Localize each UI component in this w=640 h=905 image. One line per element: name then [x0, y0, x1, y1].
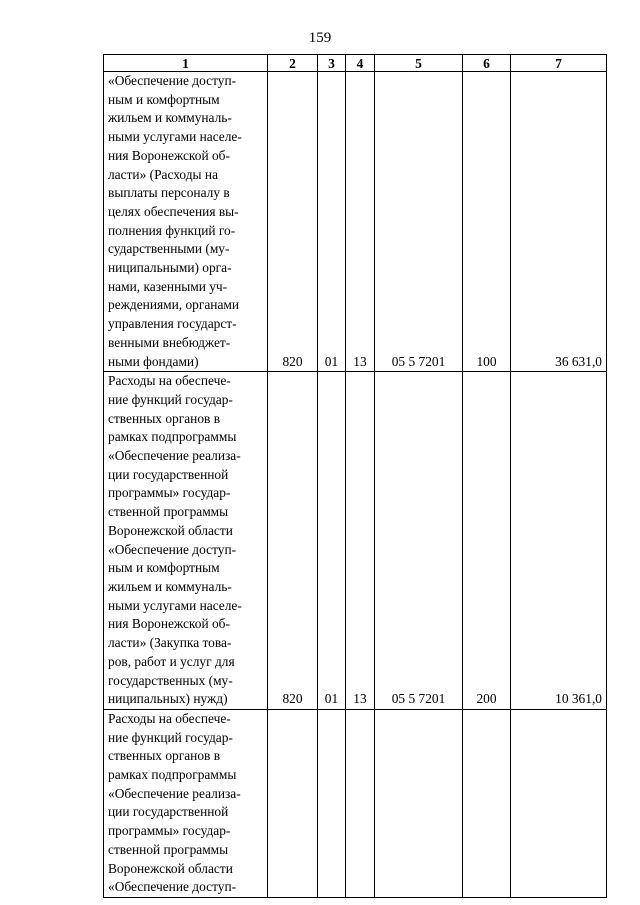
- name-line: целях обеспечения вы-: [108, 203, 239, 219]
- name-line: Расходы на обеспече-: [108, 710, 231, 726]
- expense-type-cell: 100: [463, 72, 511, 372]
- column-header-4: 4: [346, 55, 375, 72]
- name-line: ниципальных) нужд): [108, 691, 228, 707]
- name-line: ниципальными) орга-: [108, 260, 232, 276]
- name-line: программы» государ-: [108, 485, 231, 501]
- name-line: ным и комфортным: [108, 560, 220, 576]
- name-line: нами, казенными уч-: [108, 278, 228, 294]
- name-line: ными услугами населе-: [108, 129, 242, 145]
- table-row: [104, 372, 607, 710]
- name-line: ственной программы: [108, 504, 229, 520]
- amount-cell: [511, 709, 607, 897]
- name-line: ния Воронежской об-: [108, 147, 230, 163]
- section-code-cell: 01: [318, 372, 346, 710]
- name-line: реждениями, органами: [108, 297, 240, 313]
- name-line: ния Воронежской об-: [108, 616, 230, 632]
- row-name-cell: [104, 372, 268, 710]
- row-name-cell: [104, 72, 268, 372]
- name-line: сударственными (му-: [108, 241, 230, 257]
- ministry-code-cell: [268, 709, 318, 897]
- target-article-cell: [375, 709, 463, 897]
- name-line: полнения функций го-: [108, 222, 236, 238]
- name-line: выплаты персоналу в: [108, 185, 230, 201]
- name-line: «Обеспечение реализа-: [108, 448, 241, 464]
- name-line: ственных органов в: [108, 748, 221, 764]
- name-line: Воронежской области: [108, 522, 233, 538]
- subsection-code-cell: [346, 709, 375, 897]
- name-line: ции государственной: [108, 466, 229, 482]
- name-line: ными фондами): [108, 353, 199, 369]
- section-code-cell: [318, 709, 346, 897]
- name-line: рамках подпрограммы: [108, 767, 237, 783]
- section-code-cell: 01: [318, 72, 346, 372]
- name-line: ственных органов в: [108, 410, 221, 426]
- name-line: Расходы на обеспече-: [108, 373, 231, 389]
- page-number: 159: [308, 30, 332, 46]
- name-line: венными внебюджет-: [108, 334, 231, 350]
- row-name-cell: [104, 709, 268, 897]
- name-line: ласти» (Закупка това-: [108, 635, 232, 651]
- budget-table: [103, 54, 607, 898]
- table-row: [104, 72, 607, 372]
- name-line: ров, работ и услуг для: [108, 653, 235, 669]
- name-line: ственной программы: [108, 841, 229, 857]
- name-line: жильем и коммуналь-: [108, 578, 232, 594]
- name-line: «Обеспечение доступ-: [108, 541, 237, 557]
- name-line: ным и комфортным: [108, 91, 220, 107]
- name-line: «Обеспечение доступ-: [108, 879, 237, 895]
- amount-cell: 10 361,0: [511, 372, 607, 710]
- target-article-cell: 05 5 7201: [375, 72, 463, 372]
- name-line: управления государст-: [108, 316, 237, 332]
- column-header-3: 3: [318, 55, 346, 72]
- expense-type-cell: [463, 709, 511, 897]
- column-header-6: 6: [463, 55, 511, 72]
- name-line: «Обеспечение реализа-: [108, 785, 241, 801]
- name-line: Воронежской области: [108, 860, 233, 876]
- expense-type-cell: 200: [463, 372, 511, 710]
- ministry-code-cell: 820: [268, 72, 318, 372]
- table-row: [104, 709, 607, 897]
- column-header-1: 1: [104, 55, 268, 72]
- name-line: государственных (му-: [108, 672, 233, 688]
- name-line: ными услугами населе-: [108, 597, 242, 613]
- column-header-7: 7: [511, 55, 607, 72]
- name-line: жильем и коммуналь-: [108, 110, 232, 126]
- column-header-5: 5: [375, 55, 463, 72]
- name-line: ласти» (Расходы на: [108, 166, 219, 182]
- header-row: [104, 55, 607, 72]
- name-line: «Обеспечение доступ-: [108, 73, 237, 88]
- amount-cell: 36 631,0: [511, 72, 607, 372]
- subsection-code-cell: 13: [346, 372, 375, 710]
- name-line: программы» государ-: [108, 823, 231, 839]
- name-line: рамках подпрограммы: [108, 429, 237, 445]
- name-line: ние функций государ-: [108, 729, 233, 745]
- name-line: ние функций государ-: [108, 391, 233, 407]
- subsection-code-cell: 13: [346, 72, 375, 372]
- name-line: ции государственной: [108, 804, 229, 820]
- column-header-2: 2: [268, 55, 318, 72]
- ministry-code-cell: 820: [268, 372, 318, 710]
- target-article-cell: 05 5 7201: [375, 372, 463, 710]
